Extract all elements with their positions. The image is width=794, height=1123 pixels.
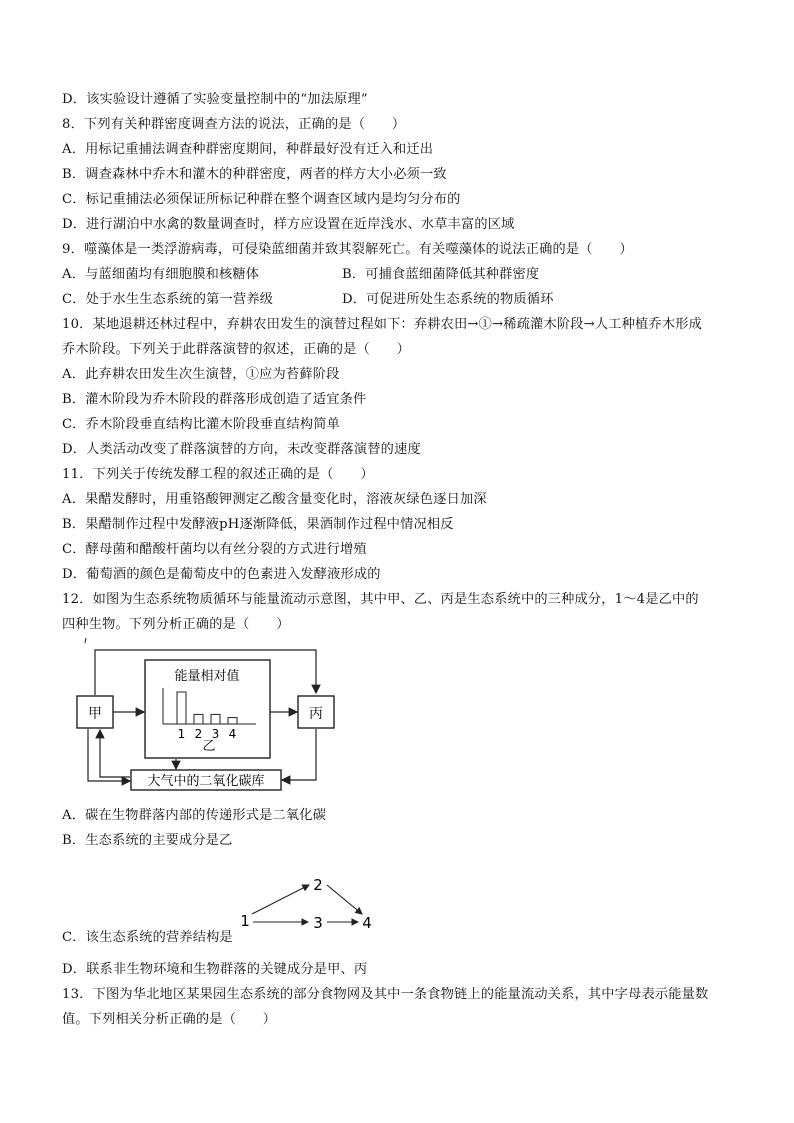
q8-option-a: A．用标记重捕法调查种群密度期间，种群最好没有迁入和迁出 — [62, 142, 434, 157]
q8-option-c: C．标记重捕法必须保证所标记种群在整个调查区域内是均匀分布的 — [62, 192, 461, 207]
q11-option-d: D．葡萄酒的颜色是葡萄皮中的色素进入发酵液形成的 — [62, 567, 381, 582]
q9-option-b: B．可捕食蓝细菌降低其种群密度 — [342, 267, 540, 282]
arrow-1-to-2 — [252, 885, 309, 914]
q9-option-d: D．可促进所处生态系统的物质循环 — [342, 292, 554, 307]
energy-bar-tick-2: 2 — [194, 727, 203, 741]
q12-option-b: B．生态系统的主要成分是乙 — [62, 833, 233, 848]
q10-stem-line2: 乔木阶段。下列关于此群落演替的叙述，正确的是（ ） — [62, 342, 411, 357]
food-web-node-1: 1 — [240, 912, 250, 930]
energy-bar-3 — [211, 714, 220, 724]
q8-option-b: B．调查森林中乔木和灌木的种群密度，两者的样方大小必须一致 — [62, 167, 447, 182]
q13-stem-line2: 值。下列相关分析正确的是（ ） — [62, 1012, 277, 1027]
energy-bar-tick-1: 1 — [177, 727, 186, 741]
yi-label: 乙 — [202, 739, 216, 754]
q11-option-b: B．果醋制作过程中发酵液pH逐渐降低，果酒制作过程中情况相反 — [62, 517, 454, 532]
chart-title: 能量相对值 — [174, 669, 240, 684]
box-bing-label: 丙 — [309, 706, 323, 722]
q9-option-a: A．与蓝细菌均有细胞膜和核糖体 — [62, 267, 260, 282]
q10-option-b: B．灌木阶段为乔木阶段的群落形成创造了适宜条件 — [62, 392, 367, 407]
q8-option-d: D．进行湖泊中水禽的数量调查时，样方应设置在近岸浅水、水草丰富的区域 — [62, 217, 515, 232]
q11-option-c: C．酵母菌和醋酸杆菌均以有丝分裂的方式进行增殖 — [62, 542, 367, 557]
q12-stem-line1: 12．如图为生态系统物质循环与能量流动示意图，其中甲、乙、丙是生态系统中的三种成分，1～4是乙中的 — [62, 592, 699, 607]
q10-option-a: A．此弃耕农田发生次生演替，①应为苔藓阶段 — [62, 367, 340, 382]
q9-stem: 9．噬藻体是一类浮游病毒，可侵染蓝细菌并致其裂解死亡。有关噬藻体的说法正确的是（ ） — [62, 242, 633, 257]
q10-stem-line1: 10．某地退耕还林过程中，弃耕农田发生的演替过程如下：弃耕农田→①→稀疏灌木阶段→人工种植乔木形成 — [62, 317, 702, 332]
q9-option-c: C．处于水生生态系统的第一营养级 — [62, 292, 274, 307]
food-web-diagram — [238, 872, 378, 934]
q13-stem-line1: 13．下图为华北地区某果园生态系统的部分食物网及其中一条食物链上的能量流动关系，其中字母表示能量数 — [62, 987, 709, 1002]
q7-option-d: D．该实验设计遵循了实验变量控制中的“加法原理” — [62, 92, 368, 107]
energy-bar-4 — [228, 718, 237, 724]
q10-option-c: C．乔木阶段垂直结构比灌木阶段垂直结构简单 — [62, 417, 341, 432]
energy-bar-1 — [177, 692, 186, 724]
arrow-jia-to-co2 — [88, 729, 130, 781]
arrow-2-to-4 — [327, 885, 362, 914]
ecosystem-diagram — [68, 638, 358, 798]
energy-bar-2 — [194, 714, 203, 724]
q12-option-a: A．碳在生物群落内部的传递形式是二氧化碳 — [62, 808, 327, 823]
arrow-bing-to-co2 — [282, 729, 316, 780]
stray-mark — [85, 638, 86, 643]
q8-stem: 8．下列有关种群密度调查方法的说法，正确的是（ ） — [62, 117, 406, 132]
box-jia-label: 甲 — [88, 706, 102, 722]
q12-option-c: C．该生态系统的营养结构是 — [62, 930, 233, 945]
food-web-node-4: 4 — [362, 914, 372, 932]
energy-bar-tick-4: 4 — [228, 727, 237, 741]
q10-option-d: D．人类活动改变了群落演替的方向，未改变群落演替的速度 — [62, 442, 421, 457]
food-web-node-2: 2 — [313, 876, 323, 894]
q11-option-a: A．果醋发酵时，用重铬酸钾测定乙酸含量变化时，溶液灰绿色逐日加深 — [62, 492, 487, 507]
q12-stem-line2: 四种生物。下列分析正确的是（ ） — [62, 617, 290, 632]
food-web-node-3: 3 — [313, 914, 323, 932]
arrow-co2-to-jia — [100, 730, 130, 777]
energy-bar-tick-3: 3 — [211, 727, 220, 741]
q12-option-d: D．联系非生物环境和生物群落的关键成分是甲、丙 — [62, 962, 368, 977]
co2-label: 大气中的二氧化碳库 — [147, 774, 265, 789]
q11-stem: 11．下列关于传统发酵工程的叙述正确的是（ ） — [62, 467, 374, 482]
